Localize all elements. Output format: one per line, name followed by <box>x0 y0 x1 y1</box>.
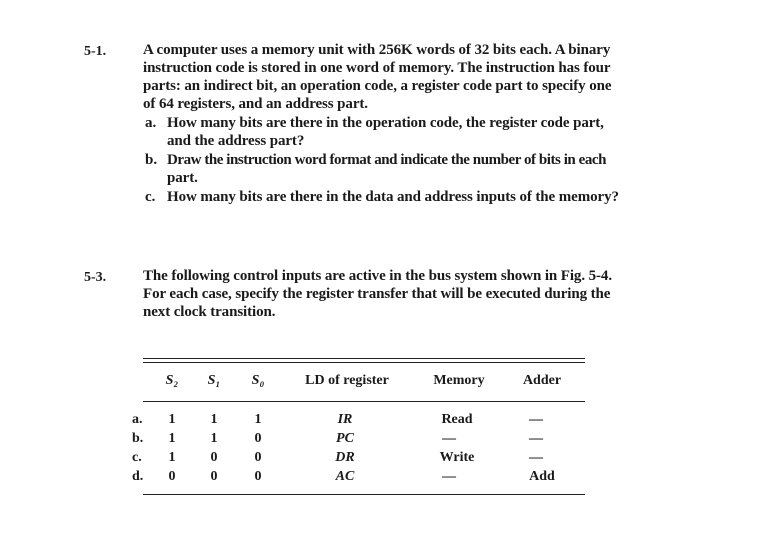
cell-memory: Read <box>441 412 473 427</box>
problem-number: 5-1. <box>84 44 107 59</box>
header-ld-register: LD of register <box>305 373 389 388</box>
row-label: d. <box>132 469 144 484</box>
cell-s1: 0 <box>210 450 218 465</box>
problem-number: 5-3. <box>84 270 107 285</box>
table-rule <box>143 401 585 402</box>
part-text-line: and the address part? <box>167 133 305 149</box>
part-text-line: How many bits are there in the operation code, the register code part, <box>167 115 604 131</box>
part-letter: c. <box>145 189 156 205</box>
row-label: c. <box>132 450 142 465</box>
cell-adder: — <box>529 431 543 446</box>
cell-s0: 0 <box>254 469 262 484</box>
problem-text-line: instruction code is stored in one word of memory. The instruction has four <box>143 60 611 76</box>
cell-ld: AC <box>335 469 355 484</box>
part-text-line: Draw the instruction word format and indicate the number of bits in each <box>167 152 606 168</box>
problem-text-line: next clock transition. <box>143 304 276 320</box>
row-label: a. <box>132 412 143 427</box>
cell-ld: DR <box>335 450 355 465</box>
cell-s2: 0 <box>168 469 176 484</box>
row-label: b. <box>132 431 144 446</box>
header-s1: S₁ <box>207 373 221 388</box>
cell-s2: 1 <box>168 412 176 427</box>
part-letter: a. <box>145 115 157 131</box>
cell-memory: — <box>442 469 456 484</box>
problem-text-line: A computer uses a memory unit with 256K words of 32 bits each. A binary <box>143 42 611 58</box>
cell-ld: PC <box>336 431 354 446</box>
cell-adder: — <box>529 412 543 427</box>
problem-text-line: For each case, specify the register transfer that will be executed during the <box>143 286 611 302</box>
header-adder: Adder <box>522 373 562 388</box>
problem-text-line: of 64 registers, and an address part. <box>143 96 368 112</box>
cell-s2: 1 <box>168 431 176 446</box>
table-rule <box>143 494 585 495</box>
cell-s2: 1 <box>168 450 176 465</box>
table-rule <box>143 362 585 363</box>
cell-adder: — <box>529 450 543 465</box>
header-s0: S₀ <box>251 373 265 388</box>
problem-text-line: The following control inputs are active in the bus system shown in Fig. 5-4. <box>143 268 612 284</box>
cell-memory: Write <box>439 450 475 465</box>
cell-s0: 0 <box>254 450 262 465</box>
header-s2: S₂ <box>165 373 179 388</box>
table-rule <box>143 358 585 359</box>
cell-memory: — <box>442 431 456 446</box>
cell-s1: 0 <box>210 469 218 484</box>
part-text-line: part. <box>167 170 198 186</box>
problem-text-line: parts: an indirect bit, an operation code, a register code part to specify one <box>143 78 612 94</box>
part-letter: b. <box>145 152 158 168</box>
cell-s0: 1 <box>254 412 262 427</box>
cell-adder: Add <box>529 469 555 484</box>
cell-ld: IR <box>337 412 353 427</box>
cell-s0: 0 <box>254 431 262 446</box>
part-text-line: How many bits are there in the data and address inputs of the memory? <box>167 189 619 205</box>
cell-s1: 1 <box>210 412 218 427</box>
cell-s1: 1 <box>210 431 218 446</box>
header-memory: Memory <box>433 373 485 388</box>
